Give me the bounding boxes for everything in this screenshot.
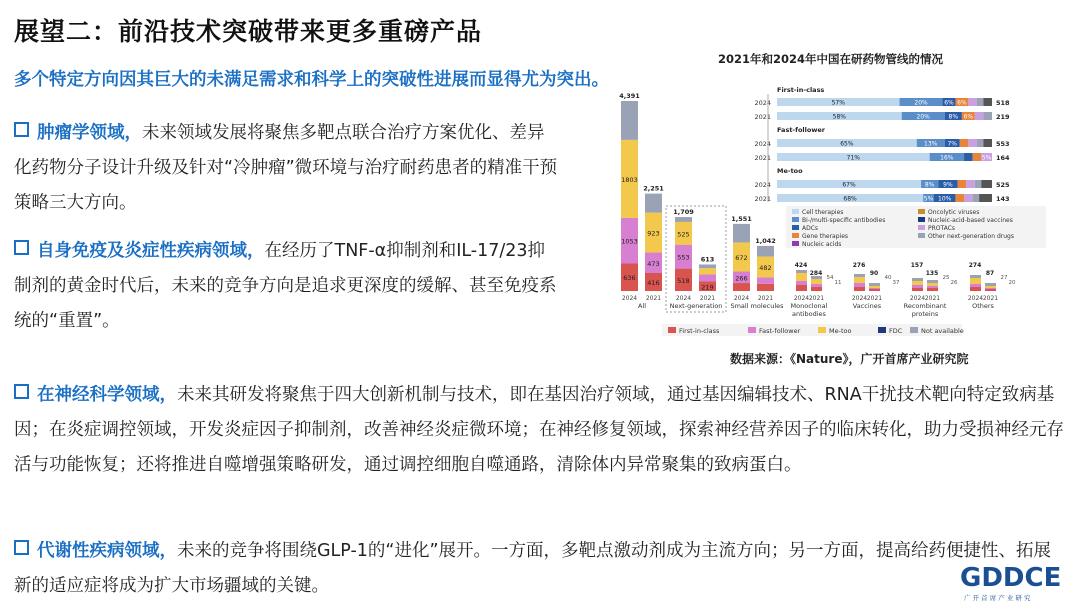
bar-segment — [733, 224, 750, 243]
bar-segment — [796, 270, 807, 273]
segment-label: 9% — [943, 181, 953, 189]
legend-swatch — [878, 327, 886, 333]
checkbox-icon — [14, 540, 29, 555]
page-title: 展望二：前沿技术突破带来更多重磅产品 — [14, 17, 483, 46]
bar-segment — [912, 285, 923, 288]
bar-segment — [970, 275, 981, 278]
logo-text: GDDCE — [960, 563, 1062, 593]
bar-segment — [912, 288, 923, 291]
data-label: 266 — [735, 274, 748, 283]
data-label: 26 — [950, 280, 958, 286]
segment-label: 16% — [940, 154, 954, 162]
bar-segment — [699, 264, 716, 268]
data-label: 1053 — [621, 237, 638, 246]
total-label: 135 — [925, 270, 939, 277]
bar-segment — [854, 277, 865, 283]
category-label: Small molecules — [730, 302, 784, 310]
data-label: 54 — [826, 275, 834, 281]
segment-label: 5% — [923, 195, 934, 203]
bar-segment — [912, 278, 923, 281]
year-tick: 2024 — [851, 295, 868, 302]
bar-segment — [733, 283, 750, 291]
logo-subtext: 广 开 首 席 产 业 研 究 — [964, 594, 1031, 602]
total-label: 613 — [700, 255, 715, 264]
category-label: All — [637, 302, 647, 310]
figure-title: 2021年和2024年中国在研药物管线的情况 — [718, 52, 944, 66]
year-tick: 2024 — [967, 295, 984, 302]
row-group-label: Fast-follower — [777, 126, 825, 134]
data-label: 219 — [701, 283, 714, 292]
data-label: 482 — [759, 263, 772, 272]
year-tick: 2021 — [924, 295, 941, 302]
row-year-label: 2021 — [754, 154, 771, 162]
total-label: 87 — [985, 270, 995, 277]
bar-segment — [757, 246, 774, 257]
figure-source: 数据来源：《Nature》，广开首席产业研究院 — [730, 352, 969, 366]
data-label: 672 — [735, 253, 748, 262]
bar-segment — [796, 285, 807, 291]
bar-segment — [970, 278, 981, 284]
legend-swatch — [792, 233, 799, 238]
legend-label: Gene therapies — [802, 233, 849, 240]
bar-segment — [869, 289, 880, 291]
category-label: Others — [972, 302, 994, 310]
bar-segment — [869, 283, 880, 286]
total-label: 1,551 — [731, 214, 752, 223]
legend-label: Nucleic-acid-based vaccines — [928, 217, 1013, 224]
bar-segment — [970, 284, 981, 287]
legend-label: First-in-class — [679, 327, 720, 335]
year-tick: 2021 — [982, 295, 999, 302]
data-label: 553 — [677, 253, 690, 262]
checkbox-icon — [14, 240, 29, 255]
bar-segment — [912, 281, 923, 285]
year-tick: 2024 — [733, 295, 750, 302]
hbar-segment — [966, 180, 975, 188]
bullet-neuroscience — [14, 378, 1064, 483]
legend-swatch — [748, 327, 756, 333]
legend-swatch — [918, 233, 925, 238]
hbar-segment — [983, 112, 992, 120]
data-label: 416 — [647, 278, 660, 287]
year-tick: 2024 — [621, 295, 638, 302]
hbar-segment — [968, 139, 977, 147]
row-total: 143 — [996, 195, 1010, 203]
hbar-segment — [977, 139, 983, 147]
bullet-heading: 代谢性疾病领域， — [37, 541, 177, 561]
hbar-segment — [964, 153, 973, 161]
legend-swatch — [918, 209, 925, 214]
legend-label: PROTACs — [928, 225, 956, 232]
hbar-segment — [975, 180, 981, 188]
bar-segment — [621, 101, 638, 140]
data-label: 20 — [1008, 280, 1016, 286]
bullet-autoimmune — [14, 234, 559, 339]
legend-swatch — [792, 241, 799, 246]
bullet-heading: 肿瘤学领域， — [37, 123, 142, 143]
total-label: 274 — [968, 262, 982, 269]
bar-segment — [985, 289, 996, 291]
bullet-text: 未来的竞争将围绕GLP-1的“进化”展开。一方面，多靶点激动剂成为主流方向；另一方面，提高给药便捷性、拓展新的适应症将成为扩大市场疆域的关键。 — [14, 541, 1052, 596]
year-tick: 2024 — [793, 295, 810, 302]
bar-segment — [811, 284, 822, 287]
data-label: 525 — [677, 230, 690, 239]
total-label: 157 — [910, 262, 924, 269]
bar-segment — [927, 286, 938, 288]
gddce-logo — [958, 560, 1070, 604]
bar-segment — [869, 286, 880, 288]
row-year-label: 2024 — [754, 181, 771, 189]
total-label: 276 — [852, 262, 866, 269]
legend-swatch — [918, 217, 925, 222]
segment-label: 71% — [846, 154, 860, 162]
data-label: 518 — [677, 276, 690, 285]
segment-label: 5% — [981, 154, 992, 162]
segment-label: 57% — [831, 99, 845, 107]
bar-segment — [985, 286, 996, 288]
legend-label: Not available — [921, 327, 964, 335]
hbar-segment — [958, 180, 967, 188]
hbar-segment — [955, 194, 964, 202]
bullet-heading: 在神经科学领域， — [37, 385, 177, 405]
legend-label: Oncolytic viruses — [928, 209, 980, 216]
legend-label: Cell therapies — [802, 209, 844, 216]
bar-segment — [675, 217, 692, 222]
page-subtitle: 多个特定方向因其巨大的未满足需求和科学上的突破性进展而显得尤为突出。 — [14, 70, 609, 90]
bar-segment — [854, 287, 865, 291]
total-label: 1,709 — [673, 208, 694, 217]
row-total: 518 — [996, 99, 1010, 107]
row-year-label: 2024 — [754, 140, 771, 148]
data-label: 923 — [647, 229, 660, 238]
year-tick: 2021 — [866, 295, 883, 302]
bar-segment — [699, 268, 716, 274]
bar-segment — [854, 283, 865, 287]
data-label: 25 — [942, 275, 950, 281]
bar-segment — [796, 273, 807, 281]
data-label: 27 — [1000, 275, 1008, 281]
segment-label: 6% — [957, 99, 967, 107]
bullet-text: 未来领域发展将聚焦多靶点联合治疗方案优化、差异化药物分子设计升级及针对“冷肿瘤”微环境与治疗耐药患者的精准干预策略三大方向。 — [14, 123, 558, 213]
legend-swatch — [792, 225, 799, 230]
hbar-segment — [973, 194, 979, 202]
data-label: 473 — [647, 259, 660, 268]
segment-label: 65% — [840, 140, 854, 148]
total-label: 90 — [869, 270, 879, 277]
category-label: Recombinant — [903, 302, 947, 310]
pipeline-chart — [612, 86, 1052, 344]
total-label: 284 — [809, 270, 823, 277]
year-tick: 2021 — [699, 295, 716, 302]
bar-segment — [854, 274, 865, 277]
hbar-segment — [983, 139, 992, 147]
year-tick: 2021 — [645, 295, 662, 302]
category-label: Monoclonal — [790, 302, 828, 310]
bar-segment — [645, 194, 662, 213]
data-label: 636 — [623, 274, 636, 283]
row-total: 525 — [996, 181, 1010, 189]
year-tick: 2024 — [909, 295, 926, 302]
legend-swatch — [918, 225, 925, 230]
segment-label: 20% — [914, 99, 928, 107]
checkbox-icon — [14, 384, 29, 399]
hbar-segment — [975, 112, 984, 120]
segment-label: 58% — [832, 113, 847, 121]
hbar-segment — [968, 98, 977, 106]
checkbox-icon — [14, 122, 29, 137]
row-year-label: 2021 — [754, 113, 771, 121]
row-year-label: 2021 — [754, 195, 771, 203]
hbar-segment — [964, 194, 973, 202]
bar-segment — [699, 274, 716, 281]
legend-label: Fast-follower — [759, 327, 801, 335]
bar-segment — [757, 277, 774, 284]
segment-label: 67% — [842, 181, 856, 189]
legend-label: Me-too — [829, 327, 852, 335]
bar-segment — [796, 281, 807, 285]
segment-label: 8% — [948, 113, 959, 121]
category-label: Next-generation — [669, 302, 723, 310]
legend-swatch — [792, 209, 799, 214]
bullet-text: 在经历了TNF-α抑制剂和IL-17/23抑制剂的黄金时代后，未来的竞争方向是追求更深度的缓解、甚至免疫系统的“重置”。 — [14, 241, 557, 331]
row-total: 164 — [996, 154, 1010, 162]
segment-label: 10% — [938, 195, 952, 203]
hbar-segment — [960, 139, 969, 147]
hbar-segment — [979, 194, 992, 202]
legend-swatch — [818, 327, 826, 333]
total-label: 1,042 — [755, 236, 776, 245]
legend-label: Nucleic acids — [802, 241, 842, 248]
segment-label: 20% — [916, 113, 930, 121]
bullet-oncology — [14, 116, 559, 221]
bar-segment — [927, 288, 938, 291]
hbar-segment — [981, 180, 992, 188]
hbar-segment — [973, 153, 982, 161]
category-label: antibodies — [792, 310, 826, 318]
segment-label: 6% — [944, 99, 954, 107]
year-tick: 2024 — [675, 295, 692, 302]
data-label: 1803 — [621, 175, 638, 184]
segment-label: 13% — [924, 140, 938, 148]
year-tick: 2021 — [808, 295, 825, 302]
legend-swatch — [910, 327, 918, 333]
bar-segment — [869, 288, 880, 289]
bar-segment — [757, 284, 774, 291]
legend-label: FDC — [889, 327, 903, 335]
total-label: 4,391 — [619, 92, 640, 100]
total-label: 424 — [794, 262, 808, 269]
data-label: 11 — [834, 280, 842, 286]
bar-segment — [985, 283, 996, 286]
legend-swatch — [668, 327, 676, 333]
row-year-label: 2024 — [754, 99, 771, 107]
bar-segment — [927, 280, 938, 283]
bullet-heading: 自身免疫及炎症性疾病领域， — [37, 241, 265, 261]
data-label: 40 — [884, 275, 892, 281]
segment-label: 6% — [963, 113, 974, 121]
legend-label: Other next-generation drugs — [928, 233, 1014, 240]
bar-segment — [970, 287, 981, 291]
segment-label: 8% — [924, 181, 935, 189]
hbar-segment — [977, 98, 983, 106]
data-label: 37 — [892, 280, 900, 286]
bullet-text: 未来其研发将聚焦于四大创新机制与技术，即在基因治疗领域，通过基因编辑技术、RNA干扰技术靶向特定致病基因；在炎症调控领域，开发炎症因子抑制剂，改善神经炎症微环境；在神经修复领域，探索神经营养因子的临床转化，助力受损神经元存活与功能恢复；还将推进自噬增强策略研发，通过调控细胞自噬通路，清除体内异常聚集的致病蛋白。 — [14, 385, 1064, 475]
segment-label: 68% — [843, 195, 857, 203]
bullet-metabolic — [14, 534, 1064, 604]
total-label: 2,251 — [643, 184, 664, 193]
row-total: 553 — [996, 140, 1010, 148]
legend-label: Bi-/multi-specific antibodies — [802, 217, 886, 224]
bar-segment — [811, 279, 822, 284]
legend-label: ADCs — [802, 225, 819, 232]
hbar-segment — [983, 98, 992, 106]
row-group-label: First-in-class — [777, 86, 825, 94]
row-group-label: Me-too — [777, 167, 803, 175]
bar-segment — [811, 287, 822, 291]
bar-segment — [927, 283, 938, 286]
legend-swatch — [792, 217, 799, 222]
category-label: Vaccines — [852, 302, 882, 310]
row-total: 219 — [996, 113, 1010, 121]
segment-label: 7% — [947, 140, 957, 148]
bar-segment — [985, 288, 996, 289]
year-tick: 2021 — [757, 295, 774, 302]
category-label: proteins — [911, 310, 939, 318]
